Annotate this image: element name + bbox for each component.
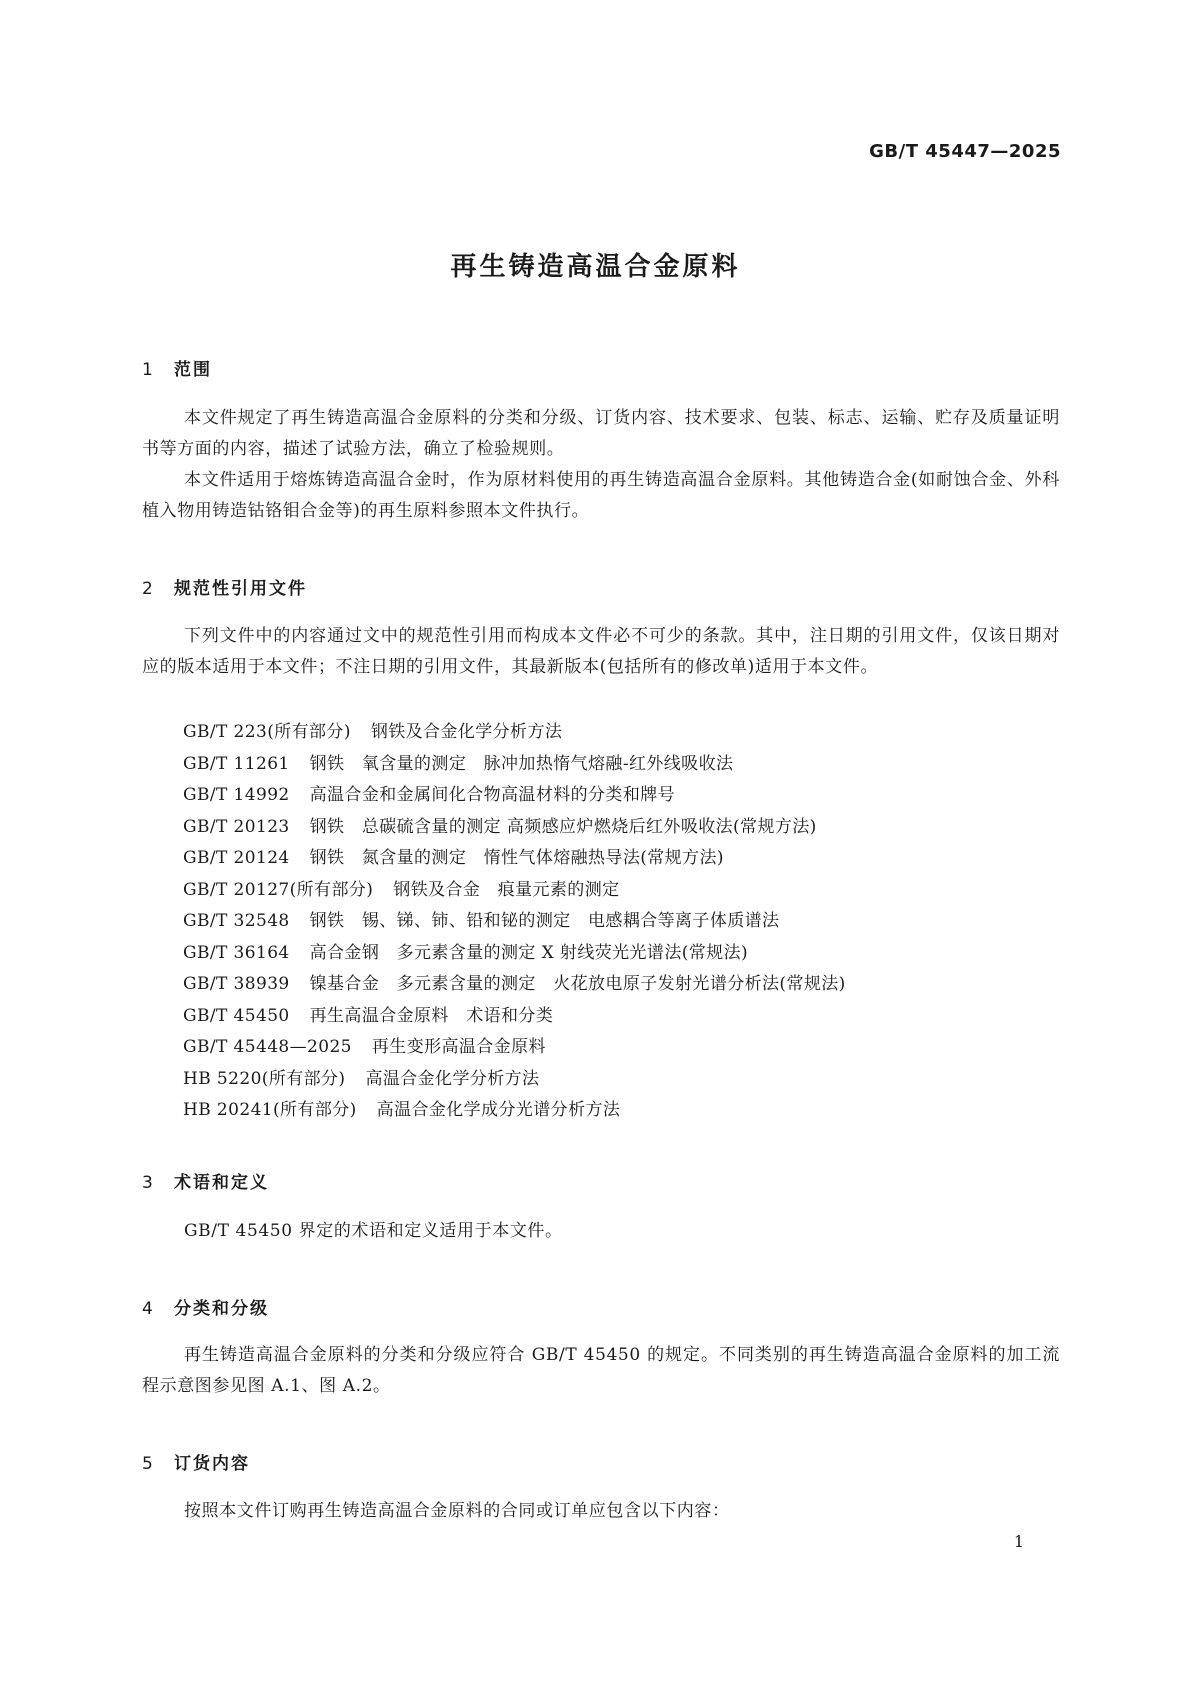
paragraph: 按照本文件订购再生铸造高温合金原料的合同或订单应包含以下内容：	[184, 1501, 730, 1521]
paragraph: 本文件适用于熔炼铸造高温合金时，作为原材料使用的再生铸造高温合金原料。其他铸造合金(如耐蚀合金、外科植入物用铸造钴铬钼合金等)的再生原料参照本文件执行。	[142, 470, 1060, 521]
reference-code: GB/T 36164	[183, 942, 290, 963]
reference-title: 高合金钢 多元素含量的测定 X 射线荧光光谱法(常规法)	[309, 942, 748, 963]
reference-item	[183, 1001, 1043, 1033]
section-title: 规范性引用文件	[174, 579, 307, 599]
reference-item	[183, 812, 1043, 844]
reference-item	[183, 938, 1043, 970]
reference-title: 钢铁 总碳硫含量的测定 高频感应炉燃烧后红外吸收法(常规方法)	[309, 816, 817, 837]
section-title: 分类和分级	[174, 1299, 269, 1319]
reference-code: GB/T 223(所有部分)	[183, 722, 351, 742]
paragraph: 下列文件中的内容通过文中的规范性引用而构成本文件必不可少的条款。其中，注日期的引用文件，仅该日期对应的版本适用于本文件；不注日期的引用文件，其最新版本(包括所有的修改单)适用于本文件。	[142, 626, 1060, 677]
reference-item	[183, 843, 1043, 875]
reference-item	[183, 906, 1043, 938]
reference-code: HB 5220(所有部分)	[183, 1068, 346, 1089]
reference-item	[183, 717, 1043, 749]
reference-title: 高温合金化学成分光谱分析方法	[376, 1100, 621, 1120]
reference-code: GB/T 45448—2025	[183, 1037, 352, 1057]
reference-title: 再生高温合金原料 术语和分类	[309, 1005, 554, 1026]
reference-item	[183, 875, 1043, 907]
reference-code: GB/T 20124	[183, 848, 290, 868]
reference-code: GB/T 14992	[183, 785, 290, 805]
paragraph: GB/T 45450 界定的术语和定义适用于本文件。	[184, 1221, 563, 1241]
reference-title: 钢铁 锡、锑、铈、铅和铋的测定 电感耦合等离子体质谱法	[309, 911, 780, 931]
reference-item	[183, 749, 1043, 781]
reference-title: 高温合金和金属间化合物高温材料的分类和牌号	[309, 785, 676, 805]
section-number: 5	[142, 1454, 153, 1474]
reference-item	[183, 969, 1043, 1001]
document-title: 再生铸造高温合金原料	[450, 252, 741, 282]
reference-title: 高温合金化学分析方法	[365, 1068, 540, 1089]
reference-code: HB 20241(所有部分)	[183, 1100, 357, 1120]
section-number: 4	[142, 1299, 153, 1319]
standard-code: GB/T 45447—2025	[869, 141, 1061, 162]
reference-item	[183, 780, 1043, 812]
section-heading-1	[142, 355, 212, 380]
reference-code: GB/T 45450	[183, 1005, 290, 1026]
section-heading-3	[142, 1168, 269, 1193]
reference-item	[183, 1064, 1043, 1096]
section-number: 2	[142, 579, 153, 599]
section-heading-4	[142, 1294, 269, 1319]
reference-title: 钢铁 氮含量的测定 惰性气体熔融热导法(常规方法)	[309, 848, 724, 868]
reference-title: 钢铁及合金 痕量元素的测定	[393, 879, 620, 900]
reference-code: GB/T 20127(所有部分)	[183, 879, 374, 900]
section-number: 3	[142, 1173, 153, 1193]
page-number: 1	[1013, 1532, 1024, 1551]
section-heading-5	[142, 1449, 250, 1474]
reference-title: 钢铁及合金化学分析方法	[370, 722, 563, 742]
reference-code: GB/T 32548	[183, 911, 290, 931]
reference-title: 再生变形高温合金原料	[371, 1037, 546, 1057]
reference-list	[183, 717, 1043, 1127]
section-number: 1	[142, 360, 153, 380]
reference-code: GB/T 20123	[183, 816, 290, 837]
section-title: 订货内容	[174, 1454, 250, 1474]
reference-code: GB/T 38939	[183, 974, 290, 994]
paragraph: 本文件规定了再生铸造高温合金原料的分类和分级、订货内容、技术要求、包装、标志、运输、贮存及质量证明书等方面的内容，描述了试验方法，确立了检验规则。	[142, 408, 1060, 459]
reference-title: 镍基合金 多元素含量的测定 火花放电原子发射光谱分析法(常规法)	[309, 974, 846, 994]
reference-item	[183, 1095, 1043, 1127]
section-heading-2	[142, 574, 307, 599]
section-title: 术语和定义	[174, 1173, 269, 1193]
paragraph: 再生铸造高温合金原料的分类和分级应符合 GB/T 45450 的规定。不同类别的再生铸造高温合金原料的加工流程示意图参见图 A.1、图 A.2。	[142, 1345, 1060, 1396]
reference-code: GB/T 11261	[183, 753, 290, 774]
reference-item	[183, 1032, 1043, 1064]
section-title: 范围	[174, 360, 212, 380]
reference-title: 钢铁 氧含量的测定 脉冲加热惰气熔融-红外线吸收法	[309, 753, 734, 774]
